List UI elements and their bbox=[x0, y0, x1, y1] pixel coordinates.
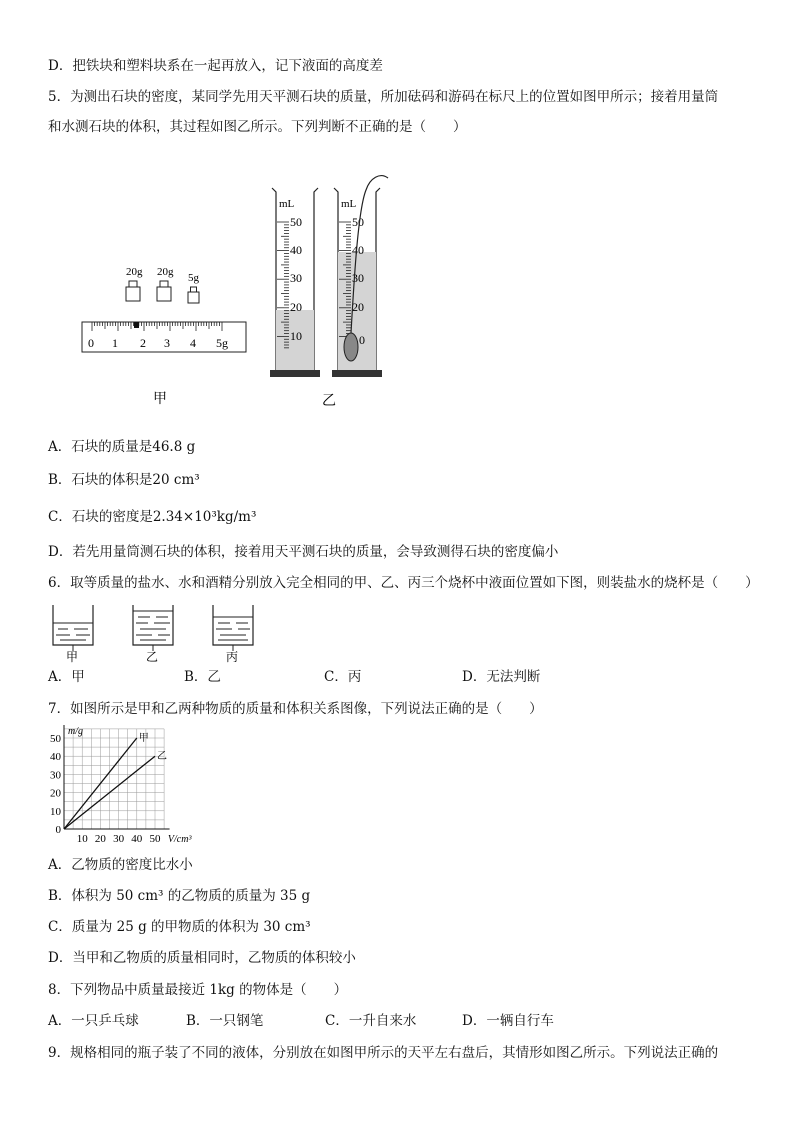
q7-option-d: D．当甲和乙物质的质量相同时，乙物质的体积较小 bbox=[48, 950, 356, 966]
y-tick-label: 40 bbox=[50, 751, 61, 764]
q6-option-b: B．乙 bbox=[184, 669, 221, 685]
q7-option-a: A．乙物质的密度比水小 bbox=[48, 857, 193, 873]
x-tick-label: 40 bbox=[131, 833, 143, 845]
scale1-10: 10 bbox=[290, 329, 302, 343]
cylinder2-unit: mL bbox=[341, 198, 357, 210]
series-label-jia: 甲 bbox=[138, 733, 149, 744]
y-tick-label: 30 bbox=[50, 769, 61, 782]
scale1-30: 30 bbox=[290, 271, 302, 285]
q7-chart bbox=[40, 725, 200, 850]
q7-stem: 7．如图所示是甲和乙两种物质的质量和体积关系图像，下列说法正确的是（ ） bbox=[48, 701, 543, 717]
q8-option-a: A．一只乒乓球 bbox=[48, 1013, 139, 1029]
ruler-tick-2: 2 bbox=[140, 336, 146, 350]
q5-option-b: B．石块的体积是20 cm³ bbox=[48, 472, 200, 488]
scale2-40: 40 bbox=[352, 243, 364, 257]
q5-stem-line1: 5．为测出石块的密度，某同学先用天平测石块的质量，所加砝码和游码在标尺上的位置如图甲所示；接着用量筒 bbox=[48, 89, 719, 105]
q6-option-d: D．无法判断 bbox=[462, 669, 541, 685]
x-tick-label: 20 bbox=[94, 833, 106, 845]
q4-option-d: D．把铁块和塑料块系在一起再放入，记下液面的高度差 bbox=[48, 58, 383, 74]
rider bbox=[134, 322, 139, 328]
ruler-tick-4: 4 bbox=[190, 336, 196, 350]
beaker-label-yi: 乙 bbox=[146, 650, 159, 663]
cylinder2-base bbox=[332, 370, 382, 377]
q5-figure-yi bbox=[262, 170, 402, 410]
x-axis-label: V/cm³ bbox=[167, 834, 192, 845]
weight-label-2: 20g bbox=[157, 266, 174, 278]
y-tick-label: 20 bbox=[50, 787, 61, 800]
q5-stem-line2: 和水测石块的体积，其过程如图乙所示。下列判断不正确的是（ ） bbox=[48, 119, 467, 135]
cylinder-unit: mL bbox=[279, 198, 295, 210]
q5-option-a: A．石块的质量是46.8 g bbox=[48, 439, 196, 455]
x-tick-label: 10 bbox=[76, 833, 88, 845]
ruler-tick-1: 1 bbox=[112, 336, 118, 350]
q5-option-d: D．若先用量筒测石块的体积，接着用天平测石块的质量，会导致测得石块的密度偏小 bbox=[48, 544, 559, 560]
x-tick-label: 50 bbox=[149, 833, 161, 845]
ruler-tick-3: 3 bbox=[164, 336, 170, 350]
scale2-0: 0 bbox=[359, 333, 365, 347]
q8-option-b: B．一只钢笔 bbox=[186, 1013, 264, 1029]
stone bbox=[344, 333, 358, 361]
y-tick-label: 10 bbox=[50, 805, 61, 818]
ruler-tick-5: 5g bbox=[216, 336, 228, 350]
q9-stem: 9．规格相同的瓶子装了不同的液体，分别放在如图甲所示的天平左右盘后，其情形如图乙所示。下列说法正确的 bbox=[48, 1045, 719, 1061]
scale1-50: 50 bbox=[290, 215, 302, 229]
q8-stem: 8．下列物品中质量最接近 1kg 的物体是（ ） bbox=[48, 982, 348, 998]
y-tick-label: 50 bbox=[50, 733, 61, 745]
scale1-20: 20 bbox=[290, 300, 302, 314]
q6-stem: 6．取等质量的盐水、水和酒精分别放入完全相同的甲、乙、丙三个烧杯中液面位置如下图，则装盐水的烧杯是（ ） bbox=[48, 575, 759, 591]
weight-label-3: 5g bbox=[188, 272, 199, 284]
scale2-30: 30 bbox=[352, 271, 364, 285]
y-axis-label: m/g bbox=[68, 725, 83, 737]
q5-figure-jia bbox=[78, 260, 253, 410]
q6-option-c: C．丙 bbox=[324, 669, 362, 685]
x-tick-label: 30 bbox=[113, 833, 125, 845]
caption-jia: 甲 bbox=[153, 392, 167, 407]
cylinder1-base bbox=[270, 370, 320, 377]
scale2-20: 20 bbox=[352, 300, 364, 314]
beaker-label-jia: 甲 bbox=[66, 650, 79, 663]
q7-option-c: C．质量为 25 g 的甲物质的体积为 30 cm³ bbox=[48, 919, 311, 935]
ruler-tick-0: 0 bbox=[88, 336, 94, 350]
y-tick-label: 0 bbox=[55, 824, 61, 836]
beaker-label-bing: 丙 bbox=[226, 650, 239, 663]
scale1-40: 40 bbox=[290, 243, 302, 257]
q8-option-c: C．一升自来水 bbox=[325, 1013, 417, 1029]
weights bbox=[126, 281, 199, 303]
series-label-yi: 乙 bbox=[157, 751, 167, 763]
q6-beakers bbox=[48, 601, 268, 663]
q8-option-d: D．一辆自行车 bbox=[462, 1013, 554, 1029]
caption-yi: 乙 bbox=[322, 394, 336, 409]
weight-label-1: 20g bbox=[126, 266, 143, 278]
q7-option-b: B．体积为 50 cm³ 的乙物质的质量为 35 g bbox=[48, 888, 311, 904]
scale2-50: 50 bbox=[352, 215, 364, 229]
q6-option-a: A．甲 bbox=[48, 669, 85, 685]
q5-option-c: C．石块的密度是2.34×10³kg/m³ bbox=[48, 509, 257, 525]
